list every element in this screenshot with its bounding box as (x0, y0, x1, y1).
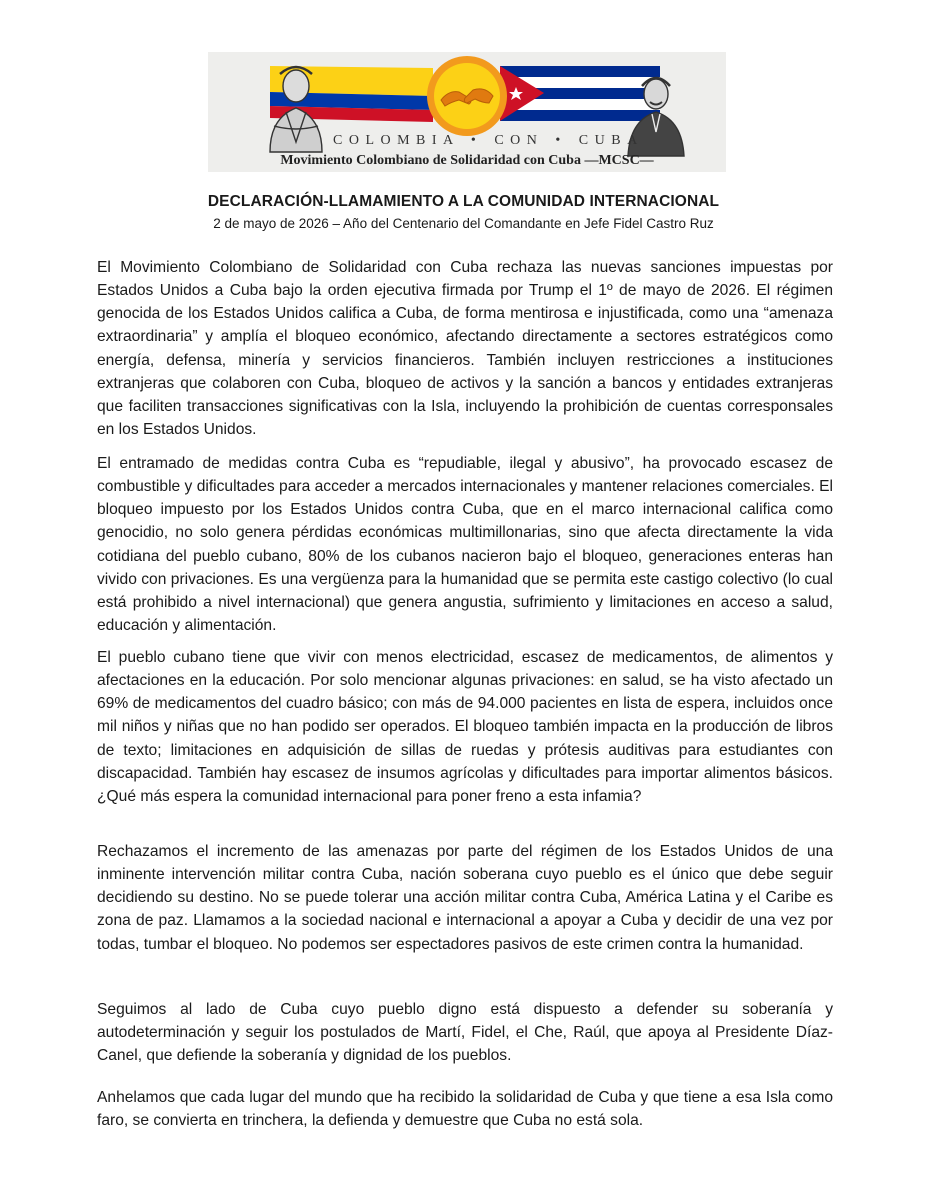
paragraph-3: El pueblo cubano tiene que vivir con menos electricidad, escasez de medicamentos, de alimentos y afectaciones en la educación. Por solo mencionar algunas privaciones: en salud, se ha visto afectado un 69% de medicamentos del cuadro básico; con más de 94.000 pacientes en lista de espera, incluidos once mil niños y niñas que no han podido ser operados. El bloqueo también impacta en la producción de libros de texto; limitaciones en adquisición de sillas de ruedas y prótesis auditivas para estudiantes con discapacidad. También hay escasez de insumos agrícolas y dificultades para importar alimentos básicos. ¿Qué más espera la comunidad internacional para poner freno a esta infamia? (97, 649, 833, 805)
banner-subtitle: Movimiento Colombiano de Solidaridad con Cuba —MCSC— (280, 153, 654, 168)
paragraph-4: Rechazamos el incremento de las amenazas por parte del régimen de los Estados Unidos de una inminente intervención militar contra Cuba, nación soberana cuyo pueblo es el único que debe seguir decidiendo su destino. No se puede tolerar una acción militar contra Cuba, América Latina y el Caribe es zona de paz. Llamamos a la sociedad nacional e internacional a apoyar a Cuba y decidir de una vez por todas, tumbar el bloqueo. No podemos ser espectadores pasivos de este crimen contra la humanidad. (97, 843, 833, 953)
banner-word-cuba: CUBA (578, 133, 644, 148)
cuba-stripe-3 (500, 110, 660, 121)
banner-word-con: CON (494, 133, 544, 148)
banner-word-colombia: COLOMBIA (333, 133, 459, 148)
banner-artwork (208, 52, 726, 172)
banner-separator-1: • (470, 133, 483, 148)
svg-text:COLOMBIA • CON (333, 133, 644, 148)
paragraph-1: El Movimiento Colombiano de Solidaridad con Cuba rechaza las nuevas sanciones impuestas por Estados Unidos a Cuba bajo la orden ejecutiva firmada por Trump el 1º de mayo de 2026. El régimen genocida de los Estados Unidos califica a Cuba, de forma mentirosa e injustificada, como una “amenaza extraordinaria” y amplía el bloqueo económico, afectando directamente a sectores estratégicos como energía, defensa, minería y servicios financieros. También incluyen restricciones a instituciones extranjeras que colaboren con Cuba, bloqueo de activos y la sanción a bancos y entidades extranjeras que faciliten transacciones significativas con la Isla, incluyendo la prohibición de cuentas corresponsales en los Estados Unidos. (97, 259, 833, 439)
banner-separator-2: • (555, 133, 567, 148)
paragraph-2: El entramado de medidas contra Cuba es “repudiable, ilegal y abusivo”, ha provocado escasez de combustible y dificultades para acceder a mercados internacionales y mantener relaciones comerciales. El bloqueo impuesto por los Estados Unidos contra Cuba, que en el marco internacional califica como genocidio, no solo genera pérdidas económicas multimillonarias, sino que afecta directamente la vida cotidiana del pueblo cubano, 80% de los cubanos nacieron bajo el bloqueo, generaciones enteras han vivido con privaciones. Es una vergüenza para la humanidad que se permita este castigo colectivo (lo cual está prohibido a nivel internacional) que genera angustia, sufrimiento y limitaciones en acceso a salud, educación y alimentación. (97, 455, 833, 635)
cuba-stripe-1 (500, 66, 660, 77)
paragraph-5: Seguimos al lado de Cuba cuyo pueblo digno está dispuesto a defender su soberanía y autodeterminación y seguir los postulados de Martí, Fidel, el Che, Raúl, que apoya al Presidente Díaz-Canel, que defiende la soberanía y dignidad de los pueblos. (97, 1001, 833, 1065)
document-title: DECLARACIÓN-LLAMAMIENTO A LA COMUNIDAD INTERNACIONAL (207, 193, 720, 210)
header-banner (208, 52, 726, 172)
document-date-line: 2 de mayo de 2026 – Año del Centenario del Comandante en Jefe Fidel Castro Ruz (213, 216, 714, 231)
paragraph-6: Anhelamos que cada lugar del mundo que ha recibido la solidaridad de Cuba y que tiene a esa Isla como faro, se convierta en trinchera, la defienda y demuestre que Cuba no está sola. (97, 1089, 833, 1130)
